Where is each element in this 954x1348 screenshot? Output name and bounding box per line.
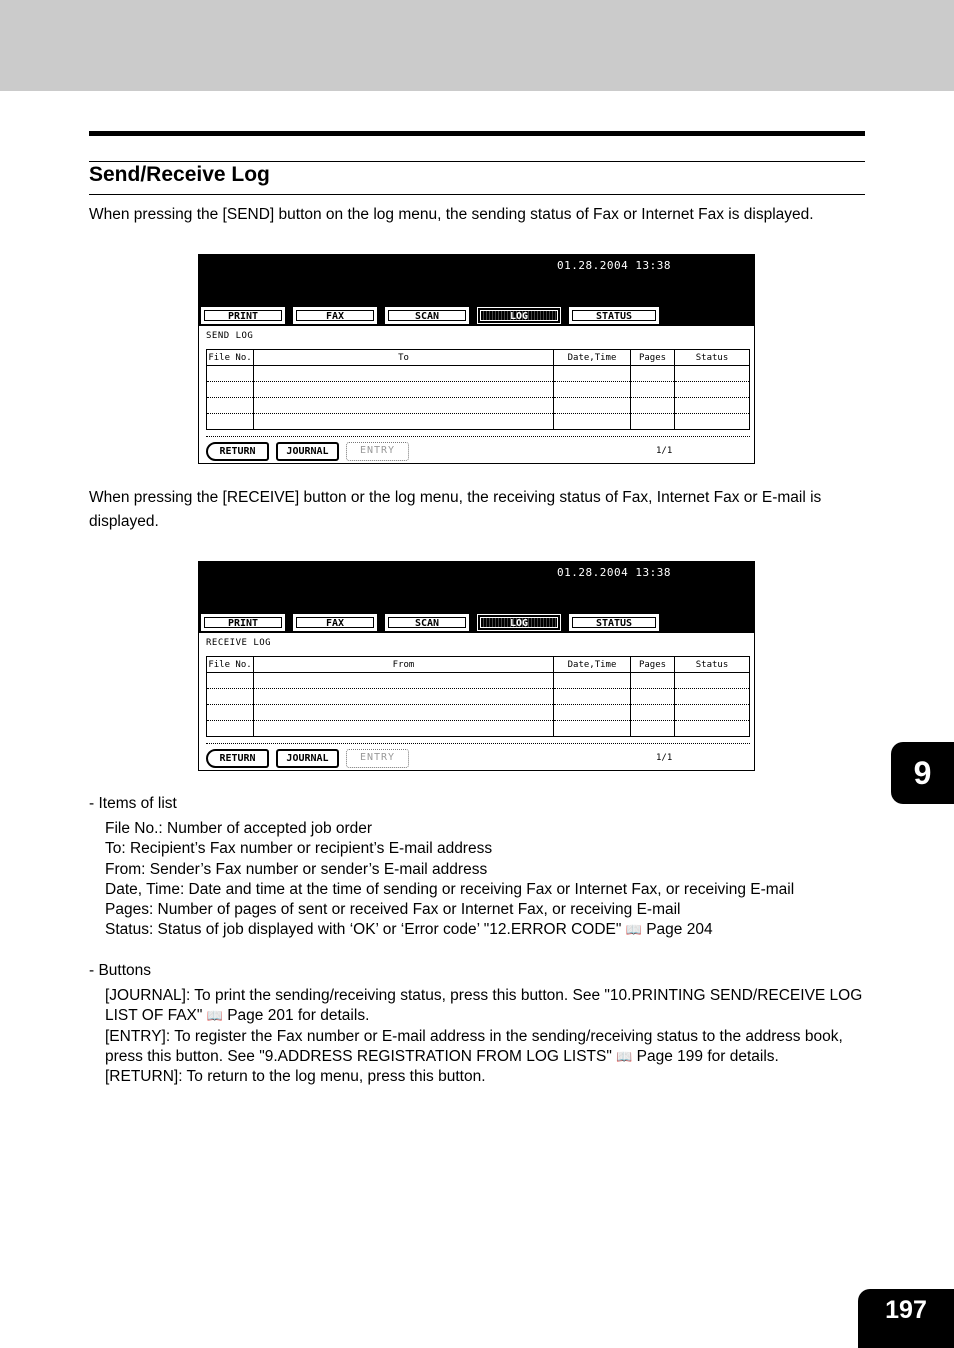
tab-fax[interactable] bbox=[293, 307, 377, 324]
table-row[interactable] bbox=[207, 705, 750, 721]
send-log-screen bbox=[198, 254, 755, 464]
page-ref[interactable]: Page 199 for details. bbox=[632, 1047, 779, 1065]
tab-label: SCAN bbox=[388, 617, 466, 628]
list-item bbox=[105, 1027, 870, 1068]
list-item: [RETURN]: To return to the log menu, press this button. bbox=[105, 1068, 486, 1086]
journal-button[interactable]: JOURNAL bbox=[276, 442, 339, 461]
entry-button[interactable]: ENTRY bbox=[346, 442, 409, 461]
journal-button[interactable]: JOURNAL bbox=[276, 749, 339, 768]
chapter-tab: 9 bbox=[891, 742, 954, 804]
page-indicator: 1/1 bbox=[656, 446, 673, 456]
col-date-time: Date,Time bbox=[554, 350, 631, 366]
list-item: File No.: Number of accepted job order bbox=[105, 820, 373, 837]
tab-label: STATUS bbox=[572, 617, 656, 628]
page-ref[interactable]: Page 204 bbox=[646, 921, 713, 939]
col-to: To bbox=[254, 350, 554, 366]
receive-log-screen bbox=[198, 561, 755, 771]
tab-scan[interactable] bbox=[385, 307, 469, 324]
col-status: Status bbox=[675, 657, 750, 673]
section-rule-thick bbox=[89, 131, 865, 136]
page-indicator: 1/1 bbox=[656, 753, 673, 763]
list-item: From: Sender’s Fax number or sender’s E-mail address bbox=[105, 860, 488, 878]
items-list bbox=[105, 819, 870, 941]
table-row[interactable] bbox=[207, 673, 750, 689]
table-row[interactable] bbox=[207, 414, 750, 430]
col-pages: Pages bbox=[631, 657, 675, 673]
table-row[interactable] bbox=[207, 689, 750, 705]
list-item bbox=[105, 986, 870, 1027]
col-file-no: File No. bbox=[207, 350, 254, 366]
intro-receive: When pressing the [RECEIVE] button or the log menu, the receiving status of Fax, Internet Fax or E-mail is displayed. bbox=[89, 489, 822, 530]
separator bbox=[206, 436, 750, 437]
list-item bbox=[105, 920, 870, 940]
book-icon: 📖 bbox=[625, 922, 642, 938]
list-item: Pages: Number of pages of sent or received Fax or Internet Fax, or receiving E-mail bbox=[105, 901, 681, 919]
tab-label: FAX bbox=[296, 310, 374, 321]
buttons-heading: - Buttons bbox=[89, 962, 152, 979]
header-band bbox=[0, 0, 954, 91]
entry-button[interactable]: ENTRY bbox=[346, 749, 409, 768]
col-file-no: File No. bbox=[207, 657, 254, 673]
col-pages: Pages bbox=[631, 350, 675, 366]
log-title: SEND LOG bbox=[206, 331, 254, 341]
buttons-list bbox=[105, 986, 870, 1087]
tab-scan[interactable] bbox=[385, 614, 469, 631]
col-date-time: Date,Time bbox=[554, 657, 631, 673]
return-button[interactable]: RETURN bbox=[206, 749, 269, 768]
tab-status[interactable] bbox=[569, 614, 659, 631]
book-icon: 📖 bbox=[206, 1008, 223, 1024]
col-from: From bbox=[254, 657, 554, 673]
tab-fax[interactable] bbox=[293, 614, 377, 631]
intro-send: When pressing the [SEND] button on the log menu, the sending status of Fax or Internet Fax is displayed. bbox=[89, 206, 814, 223]
tab-label: SCAN bbox=[388, 310, 466, 321]
log-table bbox=[206, 656, 750, 737]
tab-status[interactable] bbox=[569, 307, 659, 324]
table-row[interactable] bbox=[207, 382, 750, 398]
tab-log[interactable] bbox=[477, 307, 561, 324]
book-icon: 📖 bbox=[616, 1048, 633, 1064]
journal-desc: [JOURNAL]: To print the sending/receiving status, press this button. See "10.PRINTING SEND/RECEIVE LOG LIST OF FAX" bbox=[105, 987, 863, 1025]
return-button[interactable]: RETURN bbox=[206, 442, 269, 461]
log-title: RECEIVE LOG bbox=[206, 638, 272, 648]
list-item: Date, Time: Date and time at the time of sending or receiving Fax or Internet Fax, or receiving E-mail bbox=[105, 880, 795, 898]
table-row[interactable] bbox=[207, 366, 750, 382]
items-heading: - Items of list bbox=[89, 795, 177, 812]
tab-print[interactable] bbox=[201, 307, 285, 324]
screen-datetime: 01.28.2004 13:38 bbox=[557, 259, 671, 272]
tab-label: PRINT bbox=[204, 617, 282, 628]
col-status: Status bbox=[675, 350, 750, 366]
log-table bbox=[206, 349, 750, 430]
tab-log[interactable] bbox=[477, 614, 561, 631]
title-rule-top bbox=[89, 161, 865, 162]
table-header-row bbox=[207, 657, 750, 673]
table-row[interactable] bbox=[207, 398, 750, 414]
tab-label: LOG bbox=[480, 310, 558, 321]
page-ref[interactable]: Page 201 for details. bbox=[222, 1007, 370, 1025]
separator bbox=[206, 743, 750, 744]
page-number: 197 bbox=[858, 1289, 954, 1348]
tab-label: STATUS bbox=[572, 310, 656, 321]
entry-desc: [ENTRY]: To register the Fax number or E-mail address in the sending/receiving status to the address book, press this button. See "9.ADDRESS REGISTRATION FROM LOG LISTS" bbox=[105, 1027, 843, 1065]
screen-datetime: 01.28.2004 13:38 bbox=[557, 566, 671, 579]
tab-label: FAX bbox=[296, 617, 374, 628]
table-header-row bbox=[207, 350, 750, 366]
section-title: Send/Receive Log bbox=[89, 163, 270, 186]
list-item: To: Recipient’s Fax number or recipient’s E-mail address bbox=[105, 840, 493, 858]
table-row[interactable] bbox=[207, 721, 750, 737]
title-rule-bottom bbox=[89, 194, 865, 195]
tab-label: PRINT bbox=[204, 310, 282, 321]
status-text: Status: Status of job displayed with ‘OK’ or ‘Error code’ "12.ERROR CODE" bbox=[105, 921, 626, 939]
tab-label: LOG bbox=[480, 617, 558, 628]
tab-print[interactable] bbox=[201, 614, 285, 631]
